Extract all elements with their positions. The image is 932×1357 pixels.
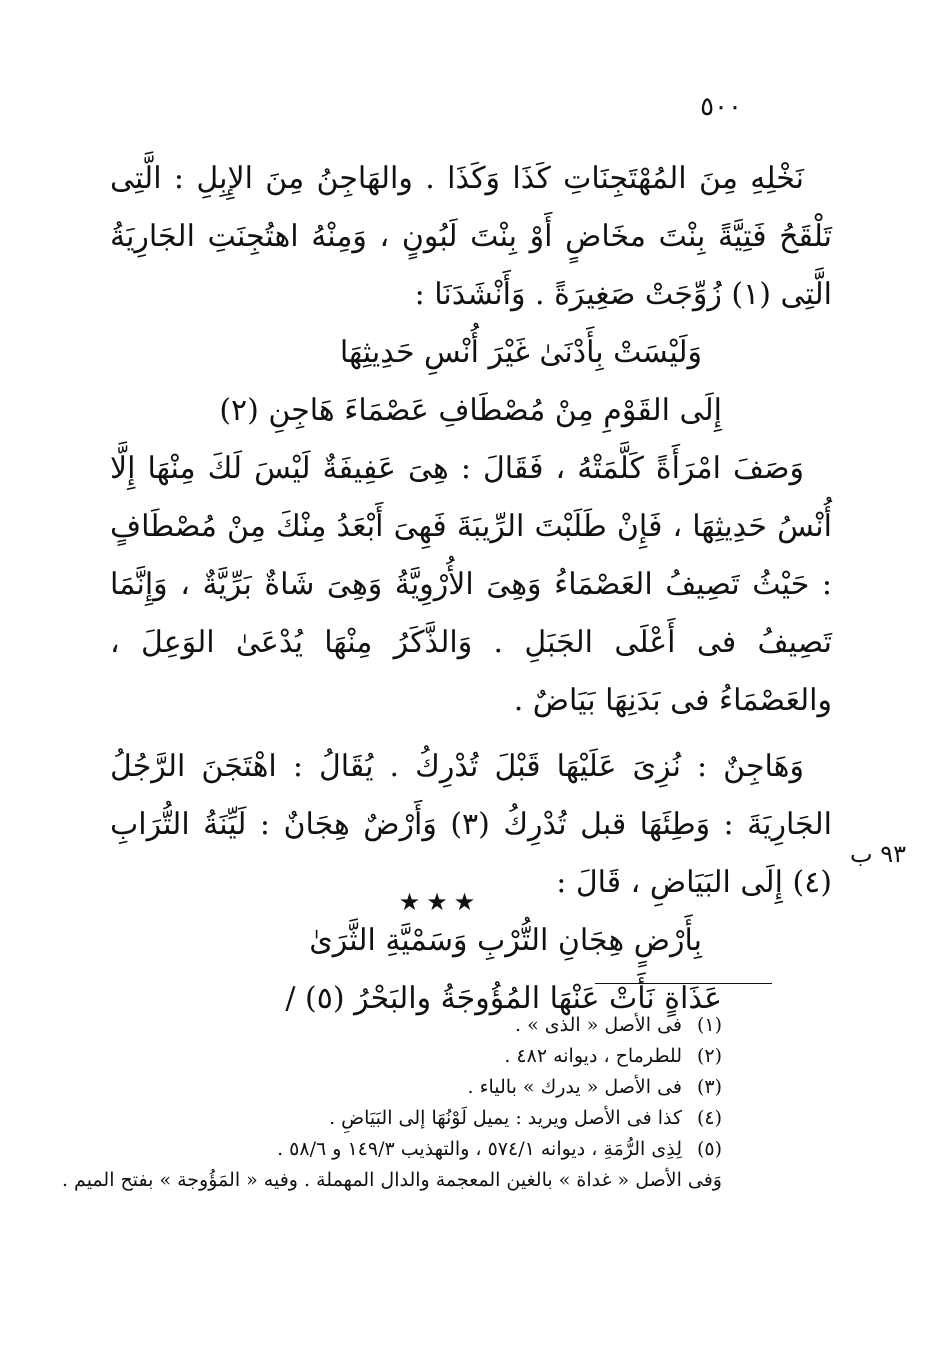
footnote-number: (٢): [696, 1045, 722, 1067]
footnotes: [61, 1010, 722, 1196]
footnote-rule: [595, 983, 772, 984]
verse-line-4: عَذَاةٍ نَأَتْ عَنْهَا المُؤُوجَةُ والبَحْرُ (٥) /: [285, 981, 722, 1016]
footnote-number: (١): [696, 1014, 722, 1036]
paragraph-3: وَهَاجِنٌ : نُزِىَ عَلَيْهَا قَبْلَ تُدْرِكُ . يُقَالُ : اهْتَجَنَ الرَّجُلُ الجَارِيَةَ : وَطِئَهَا قبل تُدْرِكُ (٣) وَأَرْضٌ هِجَانٌ : لَيِّنَةُ التُّرَابِ (٤) إِلَى البَيَاضِ ، قَالَ :: [110, 749, 832, 900]
footnote-number: (٣): [696, 1076, 722, 1098]
footnote-number: (٥): [696, 1138, 722, 1160]
paragraph-1: نَخْلِهِ مِنَ المُهْتَجِنَاتِ كَذَا وَكَذَا . والهَاجِنُ مِنَ الإِبِلِ : الَّتِى تَلْقَحُ فَتِيَّةً بِنْتَ مخَاضٍ أَوْ بِنْتَ لَبُونٍ ، وَمِنْهُ اهتُجِنَتِ الجَارِيَةُ الَّتِى (١) زُوِّجَتْ صَغِيرَةً . وَأَنْشَدَنَا :: [110, 161, 832, 312]
footnote-1: [102, 1010, 722, 1041]
footnote-2: [102, 1041, 722, 1072]
footnote-text: كذا فى الأصل ويريد : يميل لَوْنُهَا إلى البَيَاضِ .: [329, 1107, 682, 1129]
footnote-5: [102, 1134, 722, 1165]
footnote-4: [102, 1103, 722, 1134]
verse-line-1: وَلَيْسَتْ بِأَدْنَىٰ غَيْرَ أُنْسِ حَدِيثِهَا: [339, 335, 702, 370]
footnote-text: فى الأصل « الذى » .: [515, 1014, 682, 1036]
footnote-5-continuation: وَفى الأصل « غداة » بالغين المعجمة والدال المهملة . وفيه « المَؤُوجة » بفتح الميم .: [61, 1169, 722, 1191]
footnote-number: (٤): [696, 1107, 722, 1129]
section-separator: ★★★: [398, 888, 482, 916]
verse-line-2: إِلَى القَوْمِ مِنْ مُصْطَافِ عَصْمَاءَ هَاجِنِ (٢): [219, 393, 722, 428]
paragraph-2: وَصَفَ امْرَأَةً كَلَّمَتْهُ ، فَقَالَ : هِىَ عَفِيفَةٌ لَيْسَ لَكَ مِنْهَا إِلَّا أُنْسُ حَدِيثِهَا ، فَإِنْ طَلَبْتَ الرِّيبَةَ فَهِىَ أَبْعَدُ مِنْكَ مِنْ مُصْطَافٍ : حَيْثُ تَصِيفُ العَصْمَاءُ وَهِىَ الأُرْوِيَّةُ وَهِىَ شَاةٌ بَرِّيَّةٌ ، وَإِنَّمَا تَصِيفُ فى أَعْلَى الجَبَلِ . وَالذَّكَرُ مِنْهَا يُدْعَىٰ الوَعِلَ ، والعَصْمَاءُ فى بَدَنِهَا بَيَاضٌ .: [110, 451, 832, 718]
footnote-text: لِذِى الرُّمَةِ ، ديوانه ٥٧٤/١ ، والتهذيب ١٤٩/٣ و ٥٨/٦ .: [277, 1138, 682, 1160]
footnote-3: [102, 1072, 722, 1103]
footnote-text: للطرماح ، ديوانه ٤٨٢ .: [504, 1045, 682, 1067]
verse-line-3: بِأَرْضٍ هِجَانِ التُّرْبِ وَسَمْيَّةِ الثَّرَىٰ: [309, 923, 702, 958]
manuscript-folio-note: ٩٣ ب: [850, 840, 907, 868]
page-number: ٥٠٠: [700, 92, 742, 122]
footnote-text: فى الأصل « يدرك » بالياء .: [467, 1076, 682, 1098]
